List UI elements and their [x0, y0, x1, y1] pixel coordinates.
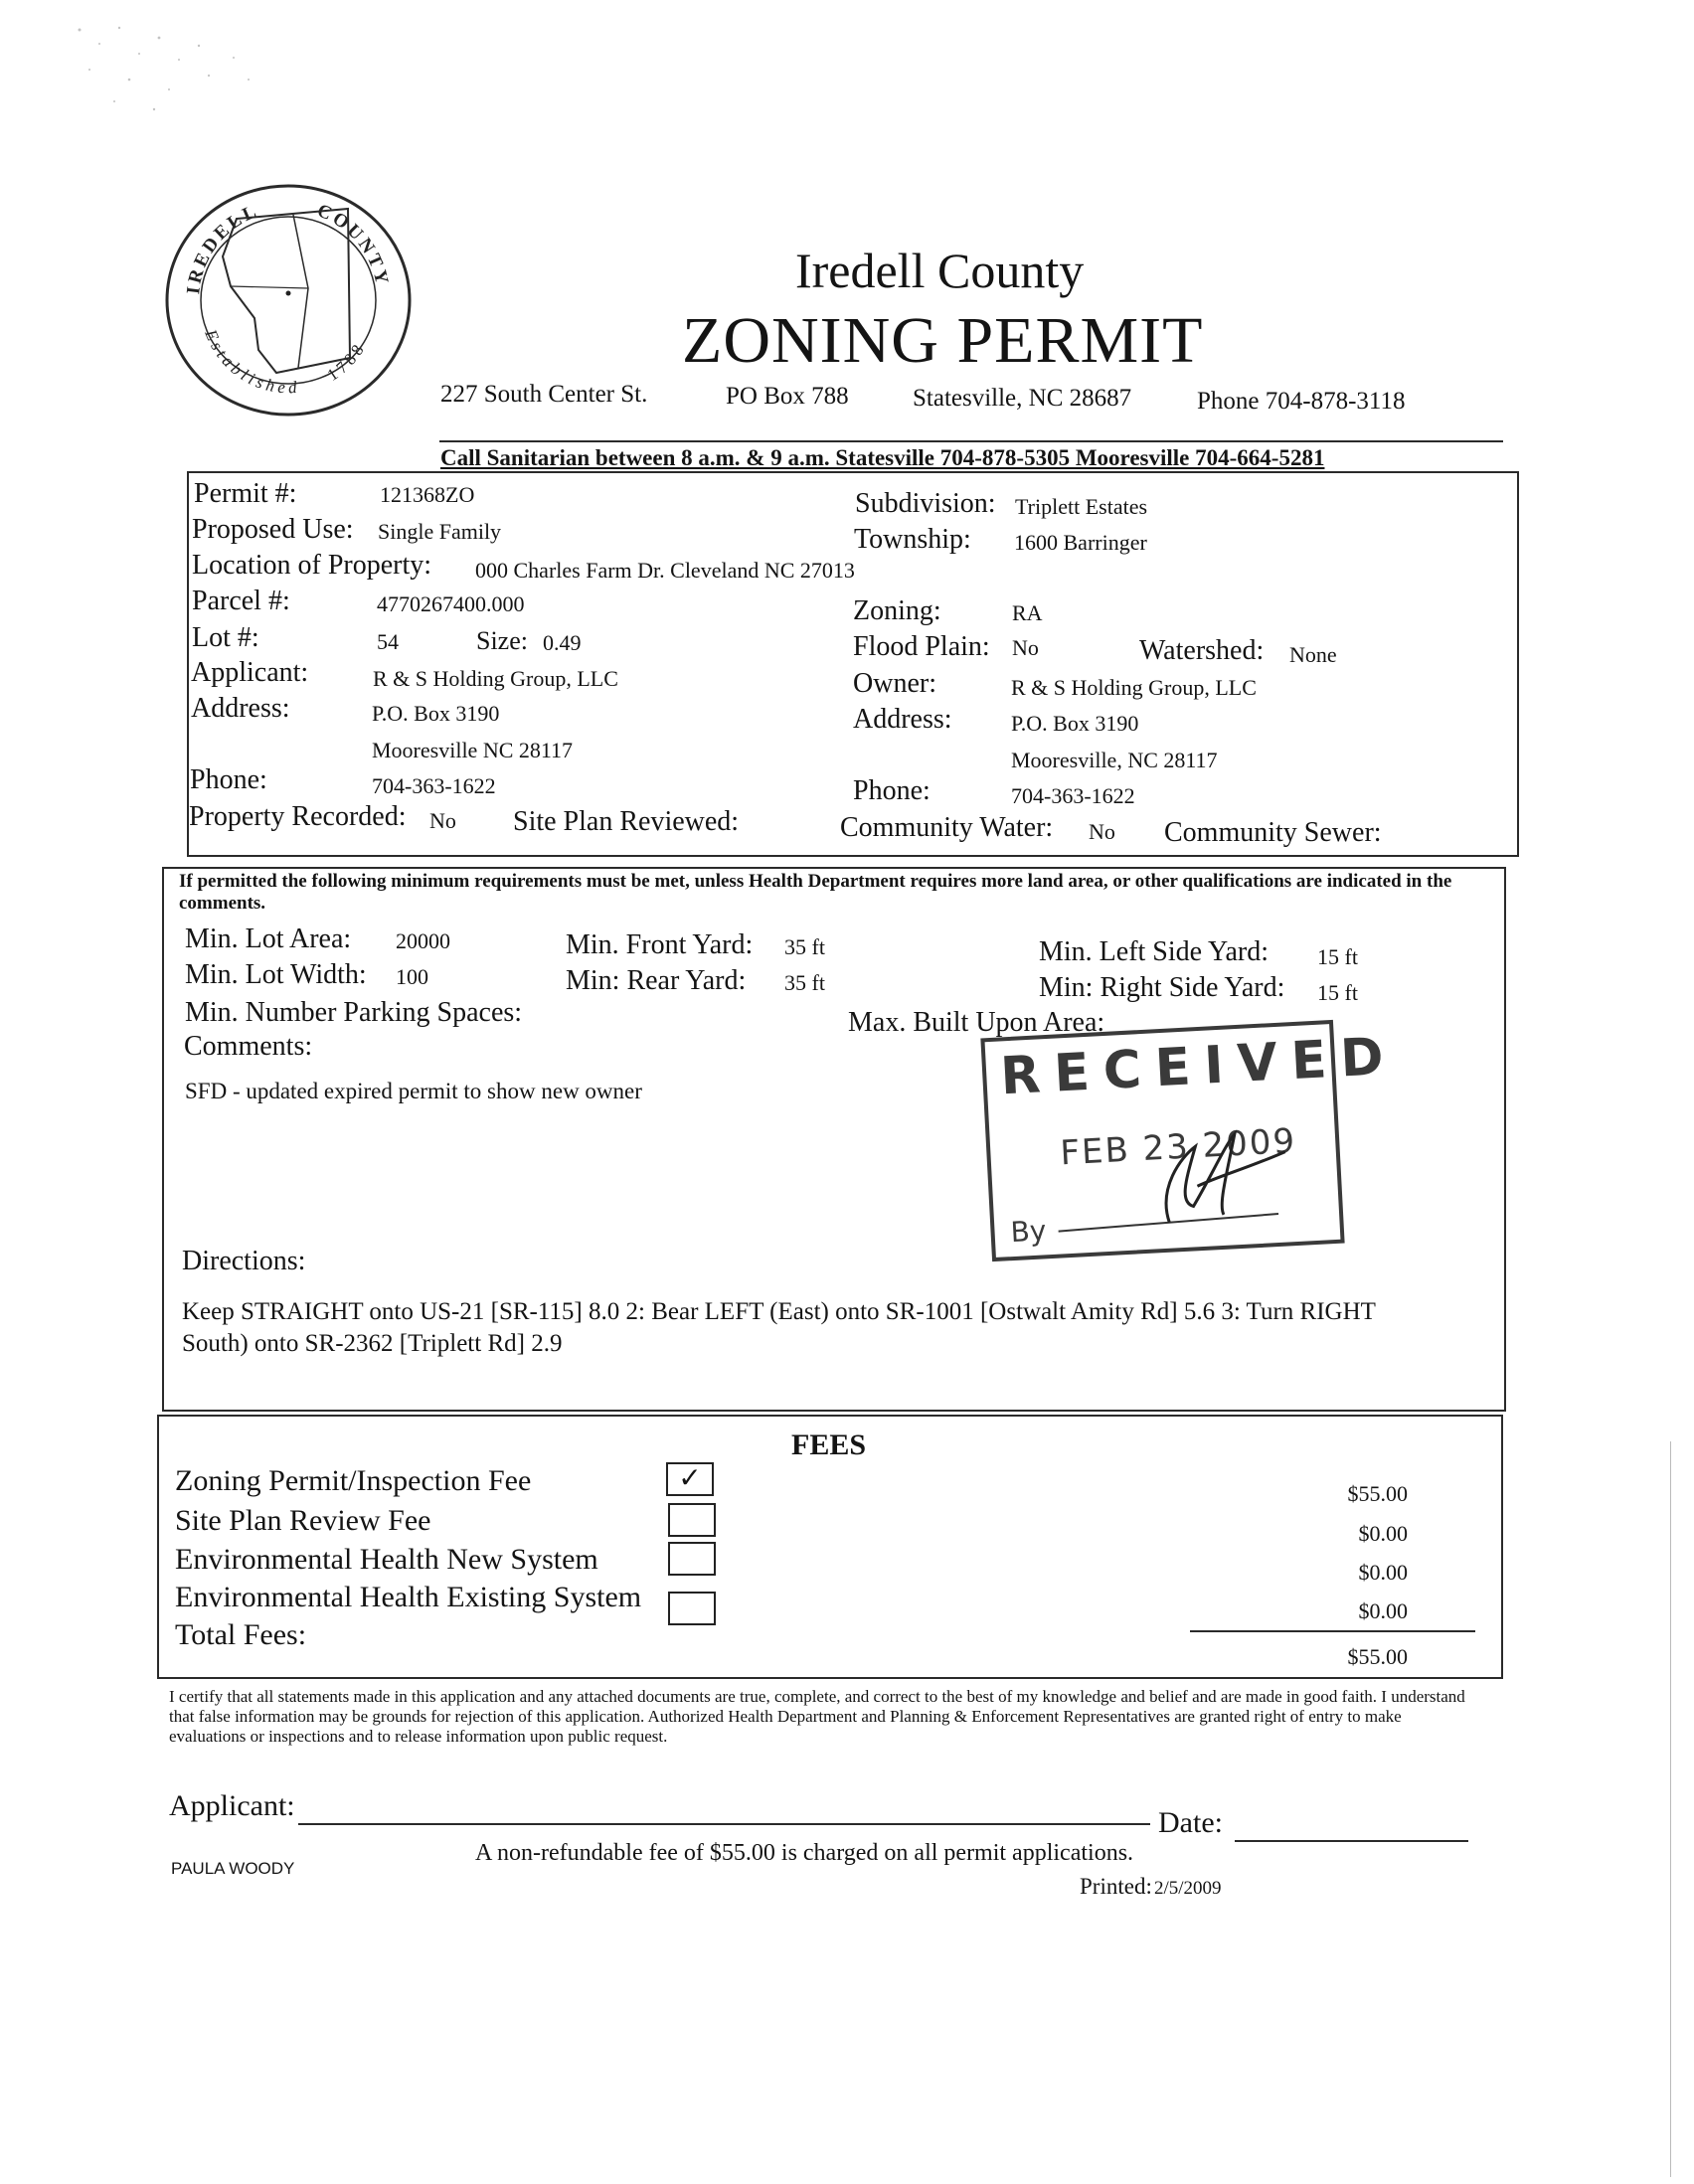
min-rear-yard-value: 35 ft [784, 970, 825, 995]
fee-item-label: Zoning Permit/Inspection Fee [175, 1464, 532, 1497]
property-recorded-value: No [429, 808, 456, 833]
date-line[interactable] [1235, 1840, 1468, 1842]
requirements-intro: If permitted the following minimum requirements must be met, unless Health Department requires more land area, or other qualifications are indicated in the comments. [179, 871, 1452, 914]
directions-label: Directions: [182, 1246, 306, 1276]
svg-text:COUNTY [314, 200, 393, 288]
stamp-received-word: RECEIVED [998, 1026, 1399, 1107]
nonrefundable-note: A non-refundable fee of $55.00 is charged on all permit applications. [475, 1840, 1134, 1866]
header-phone: Phone 704-878-3118 [1197, 388, 1406, 415]
proposed-use-value: Single Family [378, 519, 502, 544]
seal-iredell: IREDELL [183, 200, 262, 296]
fees-title: FEES [791, 1428, 867, 1461]
township-value: 1600 Barringer [1014, 530, 1147, 555]
scan-edge [1670, 1441, 1671, 2177]
community-water-value: No [1089, 819, 1115, 844]
seal-established: Established [201, 326, 302, 398]
applicant-signature-label: Applicant: [169, 1789, 295, 1822]
stamp-by: By [1009, 1214, 1048, 1250]
county-seal [159, 179, 418, 422]
county-map-outline [223, 209, 350, 373]
size-value: 0.49 [543, 630, 582, 655]
site-plan-reviewed-label: Site Plan Reviewed: [513, 806, 740, 837]
min-front-yard-value: 35 ft [784, 934, 825, 959]
svg-text:IREDELL [183, 201, 261, 295]
certification-text: I certify that all statements made in this application and any attached documents are true, complete, and correct to the best of my knowledge and belief and are made in good faith. I understand that false information may be grounds for rejection of this application. Authorized Health Department and Planning & Enforcement Representatives are granted right of entry to make evaluations or inspections and to release information upon public request. [169, 1687, 1465, 1746]
directions-line1: Keep STRAIGHT onto US-21 [SR-115] 8.0 2: Bear LEFT (East) onto SR-1001 [Ostwalt Amity Rd] 5.6 3: Turn RIGHT [182, 1298, 1376, 1325]
stamp-signature [1045, 1111, 1309, 1244]
applicant-phone-label: Phone: [190, 764, 267, 795]
township-label: Township: [854, 524, 971, 555]
header-pobox: PO Box 788 [726, 383, 849, 410]
flood-plain-value: No [1012, 635, 1039, 660]
fee-amount: $55.00 [1347, 1481, 1408, 1506]
min-front-yard-label: Min. Front Yard: [566, 929, 754, 960]
min-lot-area-value: 20000 [396, 928, 450, 953]
owner-phone-value: 704-363-1622 [1011, 783, 1135, 808]
fee-item-label: Environmental Health Existing System [175, 1581, 642, 1613]
proposed-use-label: Proposed Use: [192, 514, 354, 545]
owner-address-line2: Mooresville, NC 28117 [1011, 748, 1218, 772]
parcel-value: 4770267400.000 [377, 591, 525, 616]
min-lot-width-label: Min. Lot Width: [185, 959, 367, 990]
call-sanitarian-line: Call Sanitarian between 8 a.m. & 9 a.m. Statesville 704-878-5305 Mooresville 704-664-5281 [440, 445, 1325, 470]
zoning-value: RA [1012, 600, 1043, 625]
applicant-signature-line[interactable] [298, 1823, 1150, 1825]
lot-value: 54 [377, 629, 399, 654]
seal-year: 1788 [323, 337, 370, 385]
owner-address-label: Address: [853, 704, 952, 735]
location-value: 000 Charles Farm Dr. Cleveland NC 27013 [475, 558, 855, 583]
community-water-label: Community Water: [840, 812, 1054, 843]
comments-value: SFD - updated expired permit to show new owner [185, 1079, 642, 1103]
header-rule [439, 440, 1503, 442]
stamp-date: FEB 23 2009 [1059, 1120, 1298, 1174]
flood-plain-label: Flood Plain: [853, 631, 990, 662]
min-right-side-yard-value: 15 ft [1317, 980, 1358, 1005]
fee-checkbox-site-plan[interactable] [668, 1503, 716, 1537]
fee-amount: $0.00 [1358, 1560, 1408, 1585]
zoning-label: Zoning: [853, 595, 941, 626]
total-rule [1190, 1630, 1475, 1632]
svg-text:Established [201, 326, 301, 398]
applicant-value: R & S Holding Group, LLC [373, 666, 618, 691]
size-label: Size: [476, 626, 528, 655]
subdivision-label: Subdivision: [855, 488, 996, 519]
total-fees-label: Total Fees: [175, 1618, 307, 1651]
permit-number-label: Permit #: [194, 478, 297, 509]
fee-amount: $0.00 [1358, 1521, 1408, 1546]
min-left-side-yard-value: 15 ft [1317, 944, 1358, 969]
comments-label: Comments: [184, 1031, 313, 1062]
fee-amount: $0.00 [1358, 1598, 1408, 1623]
fee-checkbox-zoning[interactable]: ✓ [666, 1462, 714, 1496]
min-lot-width-value: 100 [396, 964, 428, 989]
header-street: 227 South Center St. [440, 381, 648, 408]
applicant-address-label: Address: [191, 693, 290, 724]
min-left-side-yard-label: Min. Left Side Yard: [1039, 936, 1269, 967]
min-rear-yard-label: Min: Rear Yard: [566, 965, 747, 996]
owner-value: R & S Holding Group, LLC [1011, 675, 1257, 700]
fee-checkbox-env-new[interactable] [668, 1542, 716, 1576]
scan-noise [60, 10, 278, 129]
parcel-label: Parcel #: [192, 586, 290, 616]
received-stamp [980, 1020, 1399, 1261]
location-label: Location of Property: [192, 550, 432, 581]
watershed-value: None [1289, 642, 1337, 667]
permit-number-value: 121368ZO [380, 482, 475, 507]
printed-value: 2/5/2009 [1154, 1878, 1222, 1899]
property-recorded-label: Property Recorded: [189, 801, 407, 832]
county-name: Iredell County [795, 243, 1085, 298]
applicant-address-line1: P.O. Box 3190 [372, 701, 500, 726]
applicant-phone-value: 704-363-1622 [372, 773, 496, 798]
fee-item-label: Site Plan Review Fee [175, 1504, 431, 1537]
min-parking-spaces-label: Min. Number Parking Spaces: [185, 997, 523, 1028]
fee-checkbox-env-existing[interactable] [668, 1592, 716, 1625]
applicant-label: Applicant: [191, 657, 309, 688]
subdivision-value: Triplett Estates [1015, 494, 1148, 519]
owner-address-line1: P.O. Box 3190 [1011, 711, 1139, 736]
header-city: Statesville, NC 28687 [913, 385, 1132, 412]
total-fees-value: $55.00 [1347, 1644, 1408, 1669]
min-lot-area-label: Min. Lot Area: [185, 924, 352, 954]
fee-item-label: Environmental Health New System [175, 1543, 598, 1576]
seal-county: COUNTY [313, 200, 394, 289]
date-label: Date: [1158, 1806, 1223, 1839]
min-right-side-yard-label: Min: Right Side Yard: [1039, 972, 1285, 1003]
owner-phone-label: Phone: [853, 775, 931, 806]
owner-label: Owner: [853, 668, 936, 699]
clerk-name: PAULA WOODY [171, 1859, 295, 1878]
watershed-label: Watershed: [1139, 635, 1265, 666]
max-built-upon-area-label: Max. Built Upon Area: [848, 1007, 1105, 1038]
directions-line2: South) onto SR-2362 [Triplett Rd] 2.9 [182, 1330, 563, 1357]
printed-label: Printed: [1080, 1874, 1152, 1899]
applicant-address-line2: Mooresville NC 28117 [372, 738, 574, 762]
community-sewer-label: Community Sewer: [1164, 817, 1382, 848]
lot-label: Lot #: [192, 622, 259, 653]
page-title: ZONING PERMIT [682, 304, 1204, 377]
